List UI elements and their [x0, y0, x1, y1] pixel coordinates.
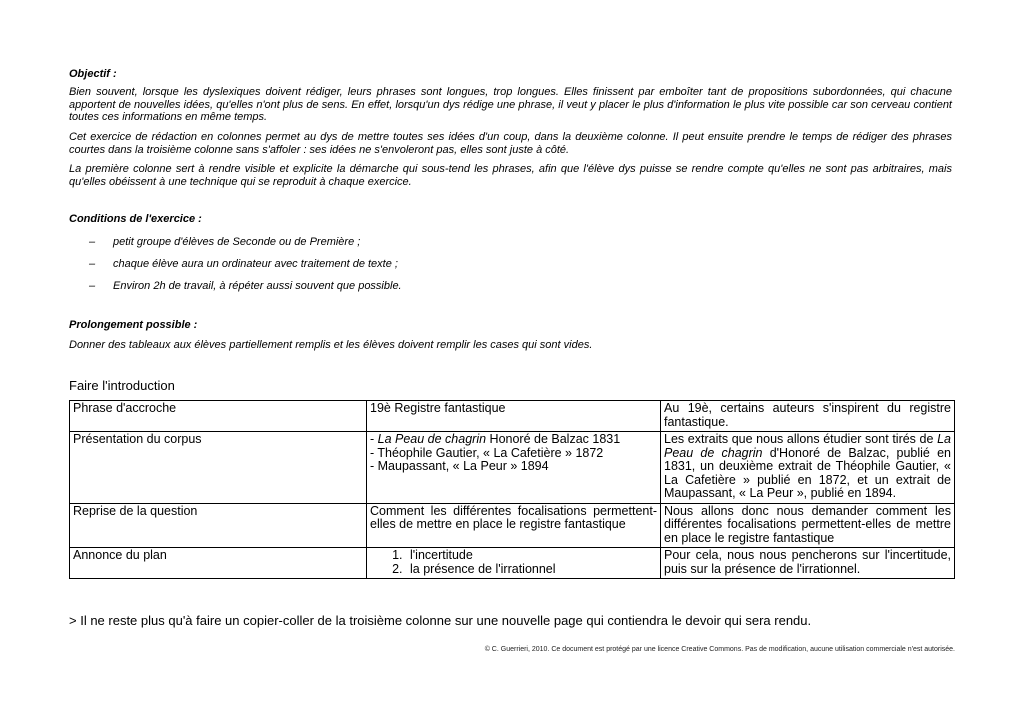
table-cell: Au 19è, certains auteurs s'inspirent du registre fantastique.	[661, 401, 955, 432]
table-row	[70, 401, 955, 432]
table-cell: Nous allons donc nous demander comment les différentes focalisations permettent-elles de mettre en place le registre fantastique	[661, 503, 955, 548]
prolongement-text: Donner des tableaux aux élèves partiellement remplis et les élèves doivent remplir les cases qui sont vides.	[69, 339, 593, 351]
corpus-item: - Théophile Gautier, « La Cafetière » 1872	[370, 445, 604, 460]
list-item: – chaque élève aura un ordinateur avec traitement de texte ;	[89, 258, 398, 270]
table-cell	[367, 548, 661, 579]
list-item: – petit groupe d'élèves de Seconde ou de Première ;	[89, 236, 361, 248]
conditions-heading: Conditions de l'exercice :	[69, 213, 202, 225]
table-row	[70, 548, 955, 579]
introduction-table	[69, 400, 955, 579]
table-cell: 19è Registre fantastique	[367, 401, 661, 432]
copyright-footer: © C. Guerrieri, 2010. Ce document est protégé par une licence Creative Commons. Pas de modification, aucune utilisation commerciale n'est autorisée.	[484, 646, 955, 653]
closing-note: > Il ne reste plus qu'à faire un copier-coller de la troisième colonne sur une nouvelle page qui contiendra le devoir qui sera rendu.	[69, 613, 812, 628]
corpus-item: - La Peau de chagrin Honoré de Balzac 1831	[370, 432, 621, 446]
table-cell: Présentation du corpus	[70, 432, 367, 504]
list-item: 2. la présence de l'irrationnel	[406, 563, 657, 577]
objectif-paragraph-3: La première colonne sert à rendre visible et explicite la démarche qui sous-tend les phrases, afin que l'élève dys puisse se rendre compte qu'elles ne sont pas arbitraires, mais qu'elles obéissent à une technique qui se reproduit à chaque exercice.	[69, 163, 952, 188]
table-row	[70, 503, 955, 548]
conditions-list	[89, 235, 402, 301]
plan-list	[370, 549, 657, 576]
table-cell: Annonce du plan	[70, 548, 367, 579]
objectif-heading: Objectif :	[69, 68, 117, 80]
list-item: – Environ 2h de travail, à répéter aussi souvent que possible.	[89, 280, 402, 292]
list-item: 1. l'incertitude	[406, 549, 657, 563]
table-row	[70, 432, 955, 504]
prolongement-heading: Prolongement possible :	[69, 319, 198, 331]
objectif-paragraph-1: Bien souvent, lorsque les dyslexiques doivent rédiger, leurs phrases sont longues, trop longues. Elles finissent par emboîter tant de propositions subordonnées, qui chacune apportent de nouvelles idées, qu'elles n'ont plus de sens. En effet, lorsqu'un dys rédige une phrase, il veut y placer le plus d'information le plus vite possible car son cerveau contient toutes ces informations en même temps.	[69, 86, 952, 123]
table-cell: Reprise de la question	[70, 503, 367, 548]
table-cell: Comment les différentes focalisations permettent-elles de mettre en place le registre fantastique	[367, 503, 661, 548]
table-cell: Phrase d'accroche	[70, 401, 367, 432]
table-cell: Pour cela, nous nous pencherons sur l'incertitude, puis sur la présence de l'irrationnel.	[661, 548, 955, 579]
table-cell: Les extraits que nous allons étudier sont tirés de La Peau de chagrin d'Honoré de Balzac, publié en 1831, un deuxième extrait de Théophile Gautier, « La Cafetière » publié en 1872, et un extrait de Maupassant, « La Peur », publié en 1894.	[661, 432, 955, 504]
objectif-paragraph-2: Cet exercice de rédaction en colonnes permet au dys de mettre toutes ses idées d'un coup, dans la deuxième colonne. Il peut ensuite prendre le temps de rédiger des phrases courtes dans la troisième colonne sans s'affoler : ses idées ne s'envoleront pas, elles sont juste à côté.	[69, 131, 952, 156]
table-cell	[367, 432, 661, 504]
section-title: Faire l'introduction	[69, 378, 175, 393]
corpus-item: - Maupassant, « La Peur » 1894	[370, 459, 549, 473]
